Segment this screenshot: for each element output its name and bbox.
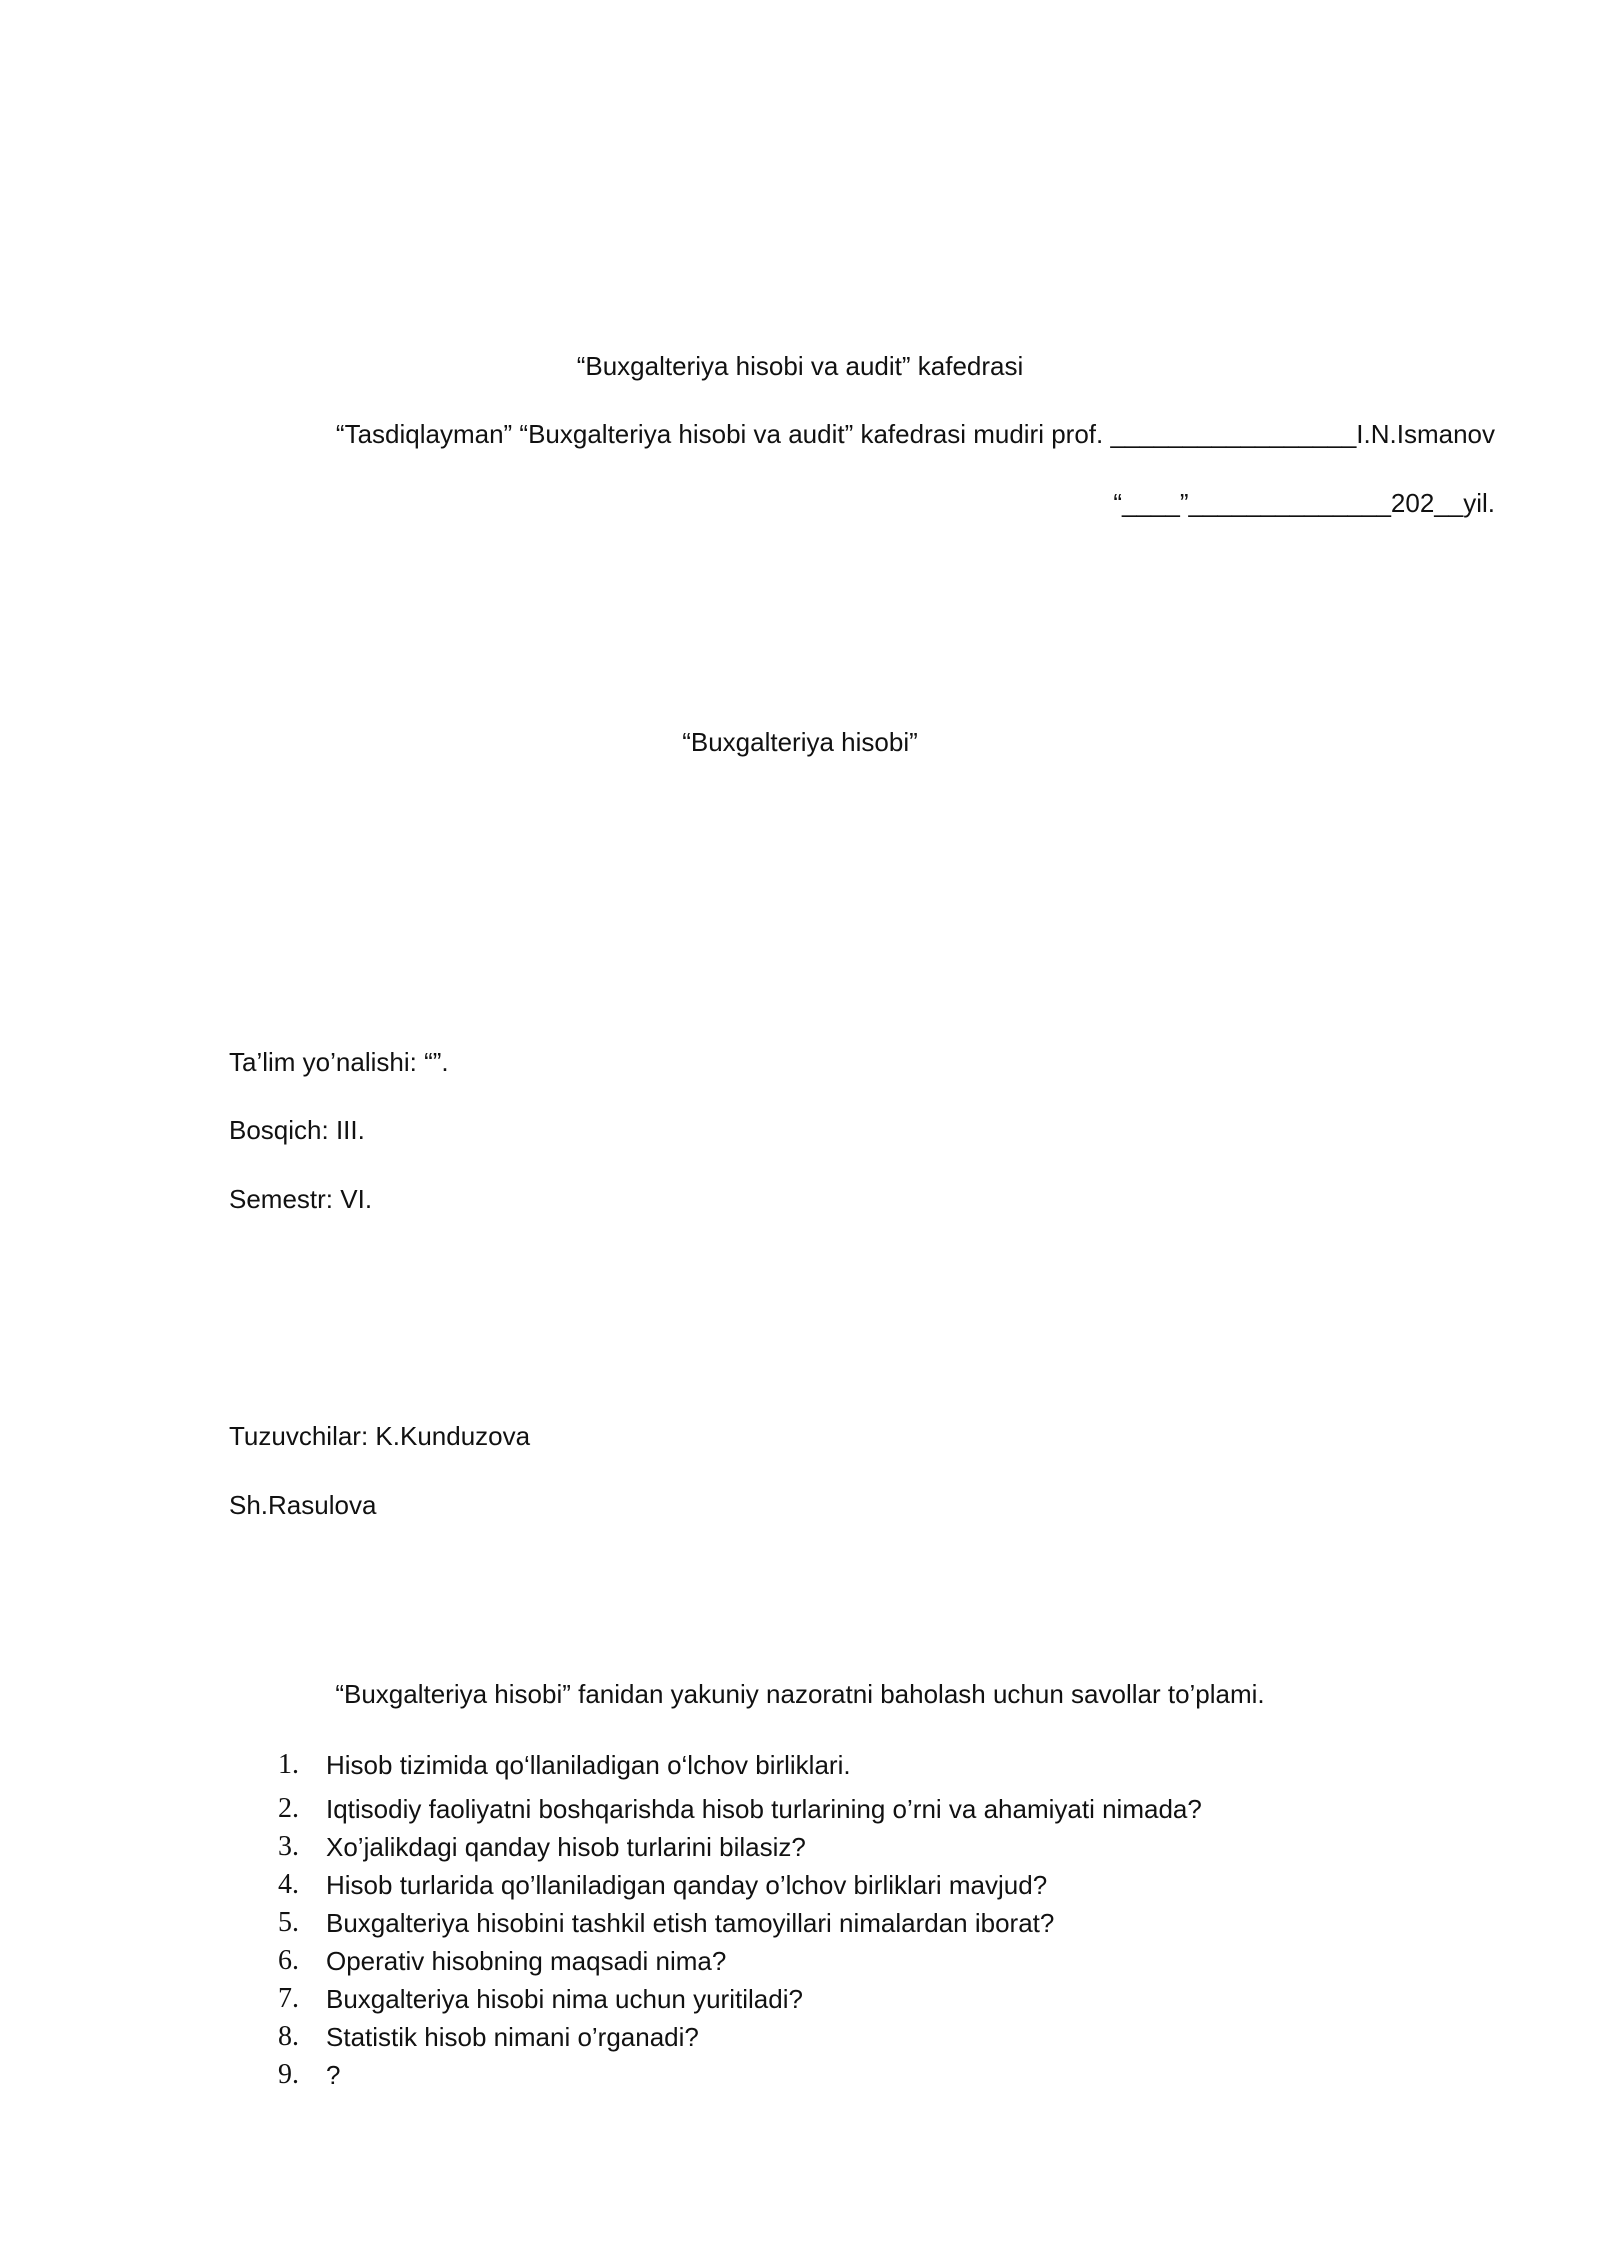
list-item xyxy=(0,2057,1600,2093)
subject-title: “Buxgalteriya hisobi” xyxy=(682,727,918,757)
questions-title: “Buxgalteriya hisobi” fanidan yakuniy nazoratni baholash uchun savollar to’plami. xyxy=(335,1679,1265,1709)
department-name: “Buxgalteriya hisobi va audit” kafedrasi xyxy=(576,351,1024,381)
question-text: Iqtisodiy faoliyatni boshqarishda hisob turlarining o’rni va ahamiyati nimada? xyxy=(326,1794,1202,1824)
question-text: Hisob tizimida qo‘llaniladigan o‘lchov birliklari. xyxy=(326,1750,851,1780)
list-item xyxy=(0,1829,1600,1865)
question-number: 9. xyxy=(278,2059,299,2090)
list-item xyxy=(0,1905,1600,1941)
semester-line: Semestr: VI. xyxy=(229,1184,373,1214)
list-item xyxy=(0,1791,1600,1827)
question-number: 1. xyxy=(278,1749,299,1780)
approval-line: “Tasdiqlayman” “Buxgalteriya hisobi va audit” kafedrasi mudiri prof. _________________I.N.Ismanov xyxy=(335,419,1495,449)
list-item xyxy=(0,1747,1600,1783)
question-number: 4. xyxy=(278,1869,299,1900)
list-item xyxy=(0,1867,1600,1903)
direction-line: Ta’lim yo’nalishi: “”. xyxy=(229,1047,449,1077)
question-number: 2. xyxy=(278,1793,299,1824)
question-text: ? xyxy=(326,2060,341,2090)
list-item xyxy=(0,1981,1600,2017)
question-number: 5. xyxy=(278,1907,299,1938)
question-text: Statistik hisob nimani o’rganadi? xyxy=(326,2022,699,2052)
question-text: Hisob turlarida qo’llaniladigan qanday o’lchov birliklari mavjud? xyxy=(326,1870,1048,1900)
list-item xyxy=(0,1943,1600,1979)
list-item xyxy=(0,2019,1600,2055)
authors-line-2: Sh.Rasulova xyxy=(229,1490,377,1520)
question-text: Buxgalteriya hisobini tashkil etish tamoyillari nimalardan iborat? xyxy=(326,1908,1055,1938)
question-number: 8. xyxy=(278,2021,299,2052)
stage-line: Bosqich: III. xyxy=(229,1115,365,1145)
question-text: Operativ hisobning maqsadi nima? xyxy=(326,1946,727,1976)
question-number: 3. xyxy=(278,1831,299,1862)
question-number: 6. xyxy=(278,1945,299,1976)
authors-line: Tuzuvchilar: K.Kunduzova xyxy=(229,1421,531,1451)
date-line: “____”______________202__yil. xyxy=(1113,488,1495,518)
question-text: Buxgalteriya hisobi nima uchun yuritiladi? xyxy=(326,1984,803,2014)
question-number: 7. xyxy=(278,1983,299,2014)
question-text: Xo’jalikdagi qanday hisob turlarini bilasiz? xyxy=(326,1832,806,1862)
